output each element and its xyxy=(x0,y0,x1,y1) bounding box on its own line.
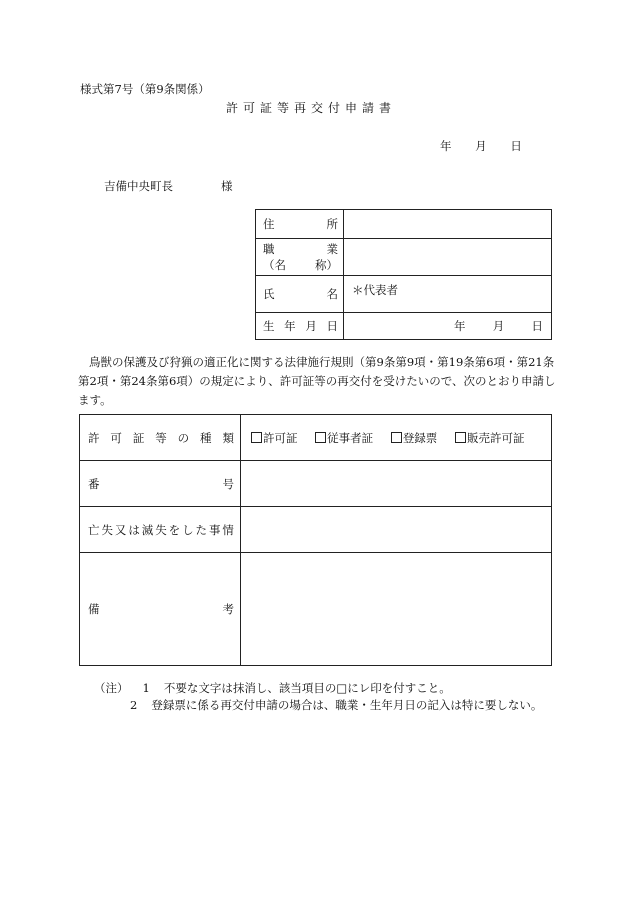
permit-table xyxy=(79,414,552,666)
number-field[interactable] xyxy=(241,461,552,507)
note-text: 不要な文字は抹消し、該当項目の□にレ印を付すこと。 xyxy=(163,681,451,695)
note-number: 2 xyxy=(130,698,138,712)
address-row xyxy=(256,210,552,239)
label-char: 類 xyxy=(222,430,234,445)
label-char: 失 xyxy=(101,522,113,537)
permit-type-label xyxy=(80,415,241,461)
reason-label xyxy=(80,507,241,553)
addressee-name: 吉備中央町長 xyxy=(104,179,173,193)
option-registration[interactable] xyxy=(391,431,438,445)
address-label xyxy=(256,210,344,239)
birth-month-label: 月 xyxy=(492,319,505,333)
note-number: 1 xyxy=(142,681,150,695)
form-number: 様式第7号（第9条関係） xyxy=(80,82,210,96)
label-char: 所 xyxy=(326,217,338,231)
reason-field[interactable] xyxy=(241,507,552,553)
representative-note: ＊代表者 xyxy=(352,283,398,297)
label-char: 可 xyxy=(110,430,122,445)
label-char: の xyxy=(177,430,190,445)
label-char: 種 xyxy=(200,430,212,445)
number-row xyxy=(80,461,552,507)
option-label: 登録票 xyxy=(402,430,438,445)
option-label: 許可証 xyxy=(263,430,298,445)
option-label: 販売許可証 xyxy=(466,430,525,445)
label-char: 月 xyxy=(305,319,317,333)
checkbox-icon[interactable] xyxy=(455,432,466,443)
label-char: 備 xyxy=(88,602,100,616)
label-char: た xyxy=(195,522,207,537)
name-label xyxy=(256,276,344,313)
occupation-row xyxy=(256,239,552,276)
addressee xyxy=(104,178,233,194)
checkbox-icon[interactable] xyxy=(391,432,402,443)
birthdate-label xyxy=(256,313,344,340)
label-char: 号 xyxy=(222,476,234,491)
label-char: 等 xyxy=(155,430,167,445)
birth-year-label: 年 xyxy=(454,319,466,333)
checkbox-icon[interactable] xyxy=(251,432,262,443)
label-char: （名 xyxy=(263,258,286,272)
reason-row xyxy=(80,507,552,553)
addressee-honorific: 様 xyxy=(221,179,233,193)
label-char: 許 xyxy=(88,430,100,445)
label-char: 証 xyxy=(132,430,145,445)
note-1 xyxy=(94,680,451,696)
option-label: 従事者証 xyxy=(327,430,374,445)
label-char: 考 xyxy=(222,602,234,616)
note-label: （注） xyxy=(94,681,129,695)
label-char: は xyxy=(128,522,140,537)
date-month-label: 月 xyxy=(475,139,487,153)
name-field[interactable] xyxy=(344,276,552,313)
number-label xyxy=(80,461,241,507)
label-char: 又 xyxy=(114,522,127,537)
occupation-field[interactable] xyxy=(344,239,552,276)
label-char: 年 xyxy=(284,319,296,333)
label-char: 滅 xyxy=(141,522,154,537)
label-char: 事 xyxy=(208,522,221,537)
date-row xyxy=(440,138,542,154)
birthdate-row xyxy=(256,313,552,340)
label-char: 氏 xyxy=(263,287,275,301)
option-worker-cert[interactable] xyxy=(315,431,373,445)
document-title: 許可証等再交付申請書 xyxy=(226,101,397,115)
body-paragraph: 鳥獣の保護及び狩猟の適正化に関する法律施行規則（第9条第9項・第19条第6項・第21条第2項・第24条第6項）の規定により、許可証等の再交付を受けたいので、次のとおり申請します。 xyxy=(78,355,556,407)
label-char: 情 xyxy=(222,522,234,537)
remarks-label xyxy=(80,553,241,666)
label-char: 亡 xyxy=(88,522,100,537)
permit-type-options xyxy=(241,415,552,461)
occupation-label xyxy=(256,239,344,276)
checkbox-icon[interactable] xyxy=(315,432,326,443)
applicant-table xyxy=(255,209,552,340)
note-2 xyxy=(130,697,542,713)
note-text: 登録票に係る再交付申請の場合は、職業・生年月日の記入は特に要しない。 xyxy=(151,698,543,712)
label-char: 失 xyxy=(155,522,167,537)
option-permit[interactable] xyxy=(251,431,298,445)
label-char: 称） xyxy=(315,258,338,272)
date-day-label: 日 xyxy=(510,139,522,153)
label-char: 住 xyxy=(263,217,275,231)
birth-day-label: 日 xyxy=(531,319,543,333)
name-row xyxy=(256,276,552,313)
label-char: 生 xyxy=(263,319,275,333)
address-field[interactable] xyxy=(344,210,552,239)
remarks-field[interactable] xyxy=(241,553,552,666)
remarks-row xyxy=(80,553,552,666)
date-year-label: 年 xyxy=(440,139,452,153)
label-char: 業 xyxy=(326,242,338,256)
label-char: 日 xyxy=(326,319,338,333)
birthdate-field[interactable] xyxy=(344,313,552,340)
permit-type-row xyxy=(80,415,552,461)
label-char: 名 xyxy=(326,287,338,301)
label-char: 職 xyxy=(263,242,275,256)
label-char: 番 xyxy=(88,476,100,491)
label-char: し xyxy=(182,522,194,537)
label-char: を xyxy=(168,522,181,537)
option-sales-permit[interactable] xyxy=(455,431,525,445)
